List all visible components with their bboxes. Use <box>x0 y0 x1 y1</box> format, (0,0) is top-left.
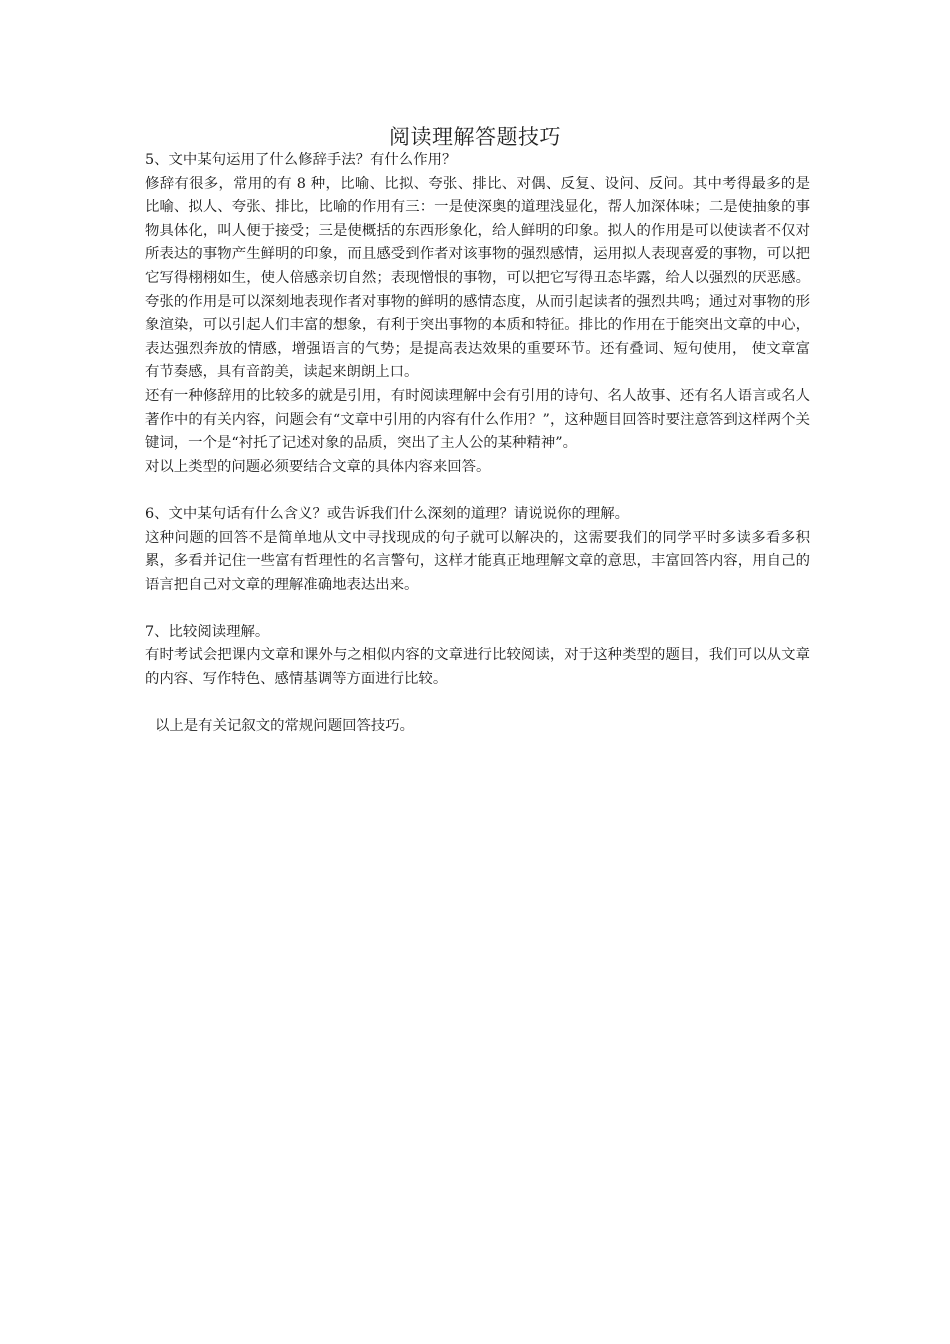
quotation-explanation-paragraph: 还有一种修辞用的比较多的就是引用，有时阅读理解中会有引用的诗句、名人故事、还有名人语言或名人著作中的有关内容，问题会有“文章中引用的内容有什么作用？”，这种题目回答时要注意答到这样两个关键词，一个是“衬托了记述对象的品质，突出了主人公的某种精神”。 <box>145 387 810 452</box>
document-body <box>145 149 810 739</box>
meaning-explanation-paragraph: 这种问题的回答不是简单地从文中寻找现成的句子就可以解决的，这需要我们的同学平时多读多看多积累，多看并记住一些富有哲理性的名言警句，这样才能真正地理解文章的意思，丰富回答内容，用自己的语言把自己对文章的理解准确地表达出来。 <box>145 529 810 593</box>
rhetoric-explanation-paragraph: 修辞有很多，常用的有 8 种，比喻、比拟、夸张、排比、对偶、反复、设问、反问。其中考得最多的是比喻、拟人、夸张、排比，比喻的作用有三：一是使深奥的道理浅显化，帮人加深体味；二是使抽象的事物具体化，叫人便于接受；三是使概括的东西形象化，给人鲜明的印象。拟人的作用是可以使读者不仅对所表达的事物产生鲜明的印象，而且感受到作者对该事物的强烈感情，运用拟人表现喜爱的事物，可以把它写得栩栩如生，使人倍感亲切自然；表现憎恨的事物，可以把它写得丑态毕露，给人以强烈的厌恶感。夸张的作用是可以深刻地表现作者对事物的鲜明的感情态度，从而引起读者的强烈共鸣；通过对事物的形象渲染，可以引起人们丰富的想象，有利于突出事物的本质和特征。排比的作用在于能突出文章的中心，表达强烈奔放的情感，增强语言的气势；是提高表达效果的重要环节。还有叠词、短句使用， 使文章富有节奏感，具有音韵美，读起来朗朗上口。 <box>145 175 810 381</box>
document-title: 阅读理解答题技巧 <box>389 125 561 149</box>
question-6-heading: 6、文中某句话有什么含义？或告诉我们什么深刻的道理？请说说你的理解。 <box>145 505 630 522</box>
paragraph-spacer <box>145 692 810 716</box>
closing-paragraph: 以上是有关记叙文的常规问题回答技巧。 <box>155 718 415 735</box>
question-5-heading: 5、文中某句运用了什么修辞手法？有什么作用？ <box>145 152 457 168</box>
answer-note-paragraph: 对以上类型的问题必须要结合文章的具体内容来回答。 <box>145 458 491 475</box>
comparison-explanation-paragraph: 有时考试会把课内文章和课外与之相似内容的文章进行比较阅读，对于这种类型的题目，我们可以从文章的内容、写作特色、感情基调等方面进行比较。 <box>145 647 810 688</box>
paragraph-spacer <box>145 597 810 621</box>
question-7-heading: 7、比较阅读理解。 <box>145 623 270 640</box>
paragraph-spacer <box>145 479 810 503</box>
